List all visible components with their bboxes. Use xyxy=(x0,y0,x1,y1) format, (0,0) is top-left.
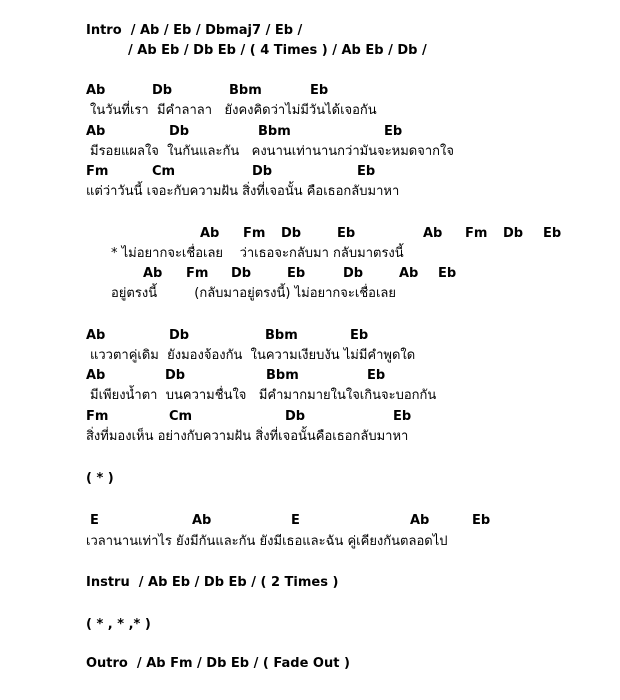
chord: E xyxy=(90,513,99,528)
chord: Fm xyxy=(186,266,209,281)
chord: Eb xyxy=(543,226,562,241)
chord: Ab xyxy=(143,266,163,281)
chord: Cm xyxy=(169,409,193,424)
chord: Eb xyxy=(357,164,376,179)
chord: Db xyxy=(152,83,173,98)
chord: Eb xyxy=(367,368,386,383)
repeat-marker-multi: ( * , * ,* ) xyxy=(86,617,151,632)
chord: Ab xyxy=(86,83,106,98)
chord: Eb xyxy=(337,226,356,241)
lyric-line: เวลานานเท่าไร ยังมีกันและกัน ยังมีเธอและฉัน คู่เคียงกันตลอดไป xyxy=(86,534,448,549)
chord: Eb xyxy=(287,266,306,281)
chord: Eb xyxy=(310,83,329,98)
chord: Db xyxy=(281,226,302,241)
chord: Fm xyxy=(86,409,109,424)
chord: Eb xyxy=(472,513,491,528)
intro-line-1: Intro / Ab / Eb / Dbmaj7 / Eb / xyxy=(86,23,303,38)
chord: Ab xyxy=(410,513,430,528)
lyric-line: แต่ว่าวันนี้ เจอะกับความฝัน สิ่งที่เจอนั้น คือเธอกลับมาหา xyxy=(86,184,400,199)
chord: Db xyxy=(252,164,273,179)
chord: Db xyxy=(169,328,190,343)
chord: Db xyxy=(343,266,364,281)
chord: Ab xyxy=(399,266,419,281)
chord: Ab xyxy=(423,226,443,241)
chord: Ab xyxy=(192,513,212,528)
chord: Bbm xyxy=(229,83,262,98)
chord: Db xyxy=(503,226,524,241)
repeat-marker: ( * ) xyxy=(86,471,114,486)
lyric-line: ในวันที่เรา มีคำลาลา ยังคงคิดว่าไม่มีวันได้เจอกัน xyxy=(90,103,377,118)
chord: Bbm xyxy=(265,328,298,343)
chord: Bbm xyxy=(266,368,299,383)
instru-line: Instru / Ab Eb / Db Eb / ( 2 Times ) xyxy=(86,575,339,590)
chord: Db xyxy=(231,266,252,281)
chord: Eb xyxy=(438,266,457,281)
chord: Ab xyxy=(86,328,106,343)
chord: Fm xyxy=(86,164,109,179)
chord: Db xyxy=(285,409,306,424)
lyric-line: * ไม่อยากจะเชื่อเลย ว่าเธอจะกลับมา กลับมาตรงนี้ xyxy=(111,246,404,261)
chord: Bbm xyxy=(258,124,291,139)
lyric-line: แววตาคู่เดิม ยังมองจ้องกัน ในความเงียบงัน ไม่มีคำพูดใด xyxy=(90,348,416,363)
chord: Ab xyxy=(86,368,106,383)
intro-line-2: / Ab Eb / Db Eb / ( 4 Times ) / Ab Eb / Db / xyxy=(128,43,427,58)
lyric-line: มีเพียงน้ำตา บนความชื่นใจ มีคำมากมายในใจเกินจะบอกกัน xyxy=(90,388,437,403)
lyric-line: อยู่ตรงนี้ (กลับมาอยู่ตรงนี้) ไม่อยากจะเชื่อเลย xyxy=(111,286,396,301)
outro-line: Outro / Ab Fm / Db Eb / ( Fade Out ) xyxy=(86,656,350,671)
chord: E xyxy=(291,513,300,528)
chord: Db xyxy=(165,368,186,383)
chord: Cm xyxy=(152,164,176,179)
chord: Db xyxy=(169,124,190,139)
chord: Eb xyxy=(393,409,412,424)
chord: Ab xyxy=(200,226,220,241)
chord: Ab xyxy=(86,124,106,139)
chord: Fm xyxy=(465,226,488,241)
chord: Eb xyxy=(350,328,369,343)
chord: Fm xyxy=(243,226,266,241)
lyric-line: สิ่งที่มองเห็น อย่างกับความฝัน สิ่งที่เจอนั้นคือเธอกลับมาหา xyxy=(86,429,409,444)
lyric-line: มีรอยแผลใจ ในกันและกัน คงนานเท่านานกว่ามันจะหมดจากใจ xyxy=(90,144,455,159)
chord: Eb xyxy=(384,124,403,139)
